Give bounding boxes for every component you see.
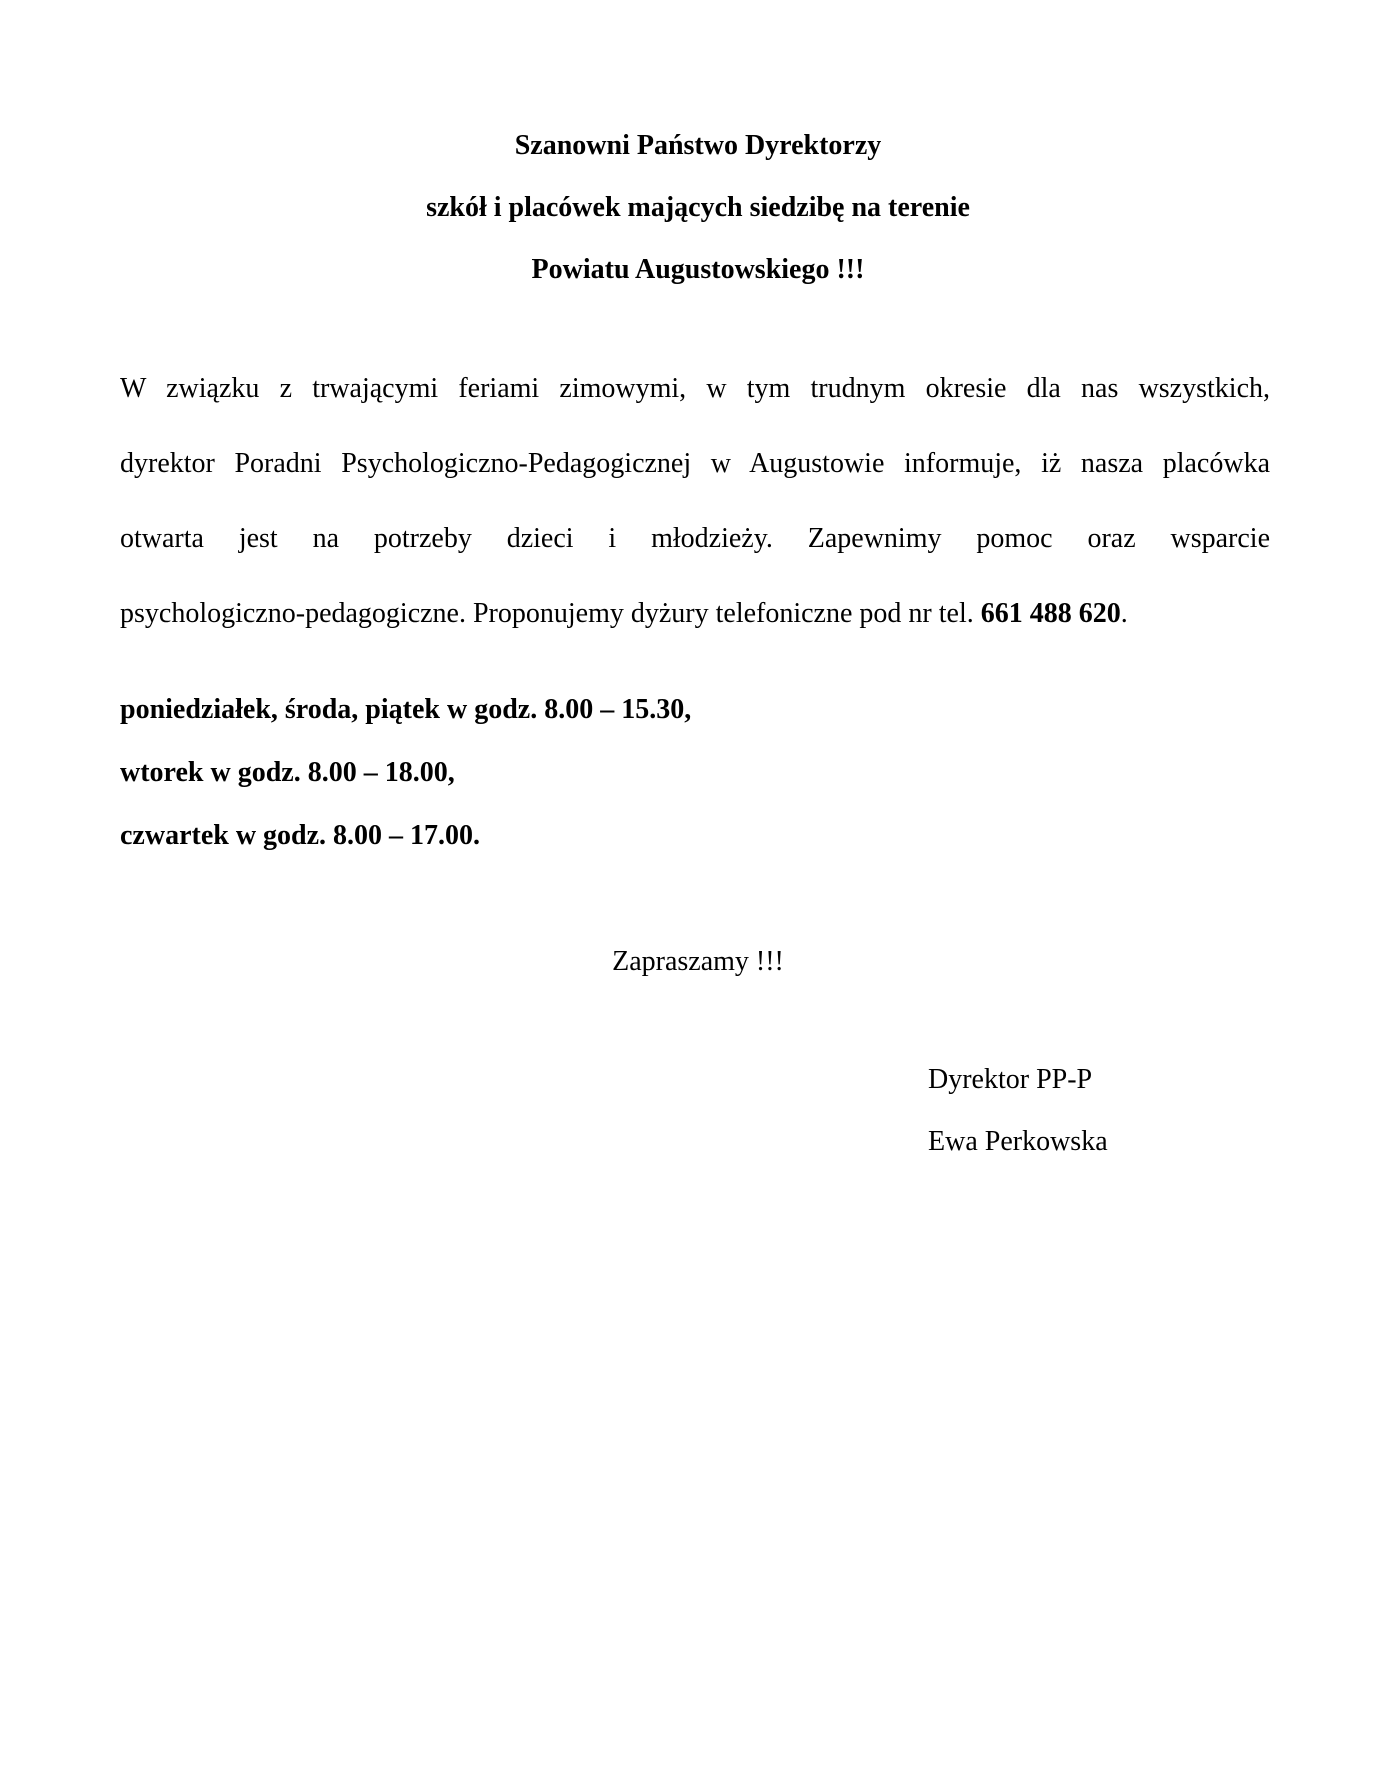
body-line-4-text: psychologiczno-pedagogiczne. Proponujemy dyżury telefoniczne pod nr tel. — [120, 598, 981, 629]
hours-thursday: czwartek w godz. 8.00 – 17.00. — [120, 820, 481, 851]
body-line-2: dyrektor Poradni Psychologiczno-Pedagogicznej w Augustowie informuje, iż nasza placówka — [120, 448, 1270, 479]
body-line-4 — [120, 597, 1270, 631]
invitation-text: Zapraszamy !!! — [612, 946, 784, 977]
hours-mon-wed-fri: poniedziałek, środa, piątek w godz. 8.00 – 15.30, — [120, 694, 692, 725]
body-line-1: W związku z trwającymi feriami zimowymi, w tym trudnym okresie dla nas wszystkich, — [120, 373, 1270, 404]
heading-line-1: Szanowni Państwo Dyrektorzy — [514, 130, 882, 161]
hours-tuesday: wtorek w godz. 8.00 – 18.00, — [120, 757, 455, 788]
body-line-3: otwarta jest na potrzeby dzieci i młodzieży. Zapewnimy pomoc oraz wsparcie — [120, 523, 1270, 554]
heading-line-3: Powiatu Augustowskiego !!! — [531, 254, 865, 285]
heading-line-2: szkół i placówek mających siedzibę na terenie — [426, 192, 970, 223]
signature-name: Ewa Perkowska — [928, 1126, 1108, 1157]
body-line-4-end: . — [1120, 598, 1128, 629]
signature-title: Dyrektor PP-P — [928, 1064, 1093, 1095]
phone-number: 661 488 620 — [980, 598, 1121, 629]
